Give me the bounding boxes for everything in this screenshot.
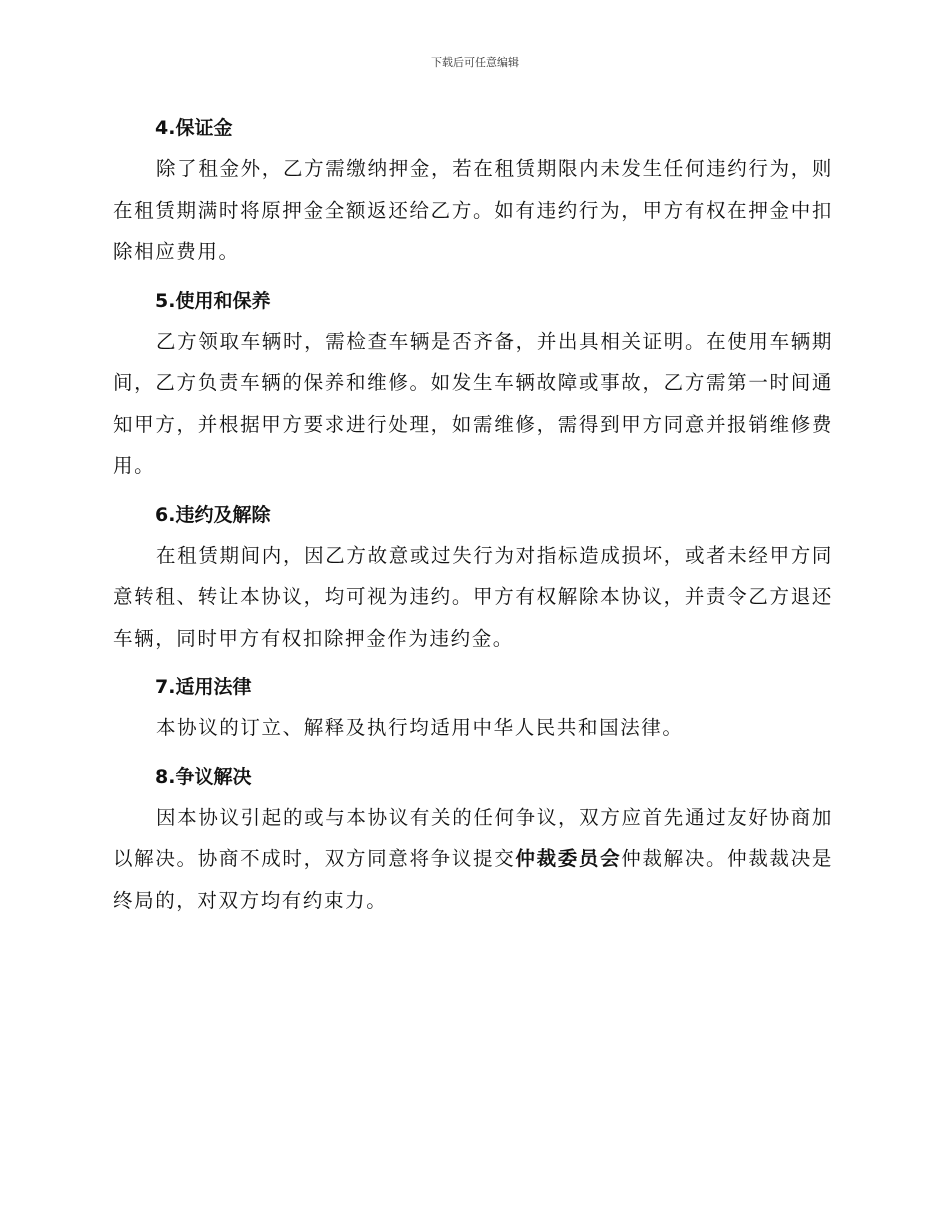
- section-heading: 7.适用法律: [155, 676, 252, 698]
- section-paragraph: [113, 797, 833, 922]
- document-body: [113, 108, 833, 929]
- section-deposit: [113, 108, 833, 273]
- section-paragraph: 在租赁期间内，因乙方故意或过失行为对指标造成损坏，或者未经甲方同意转租、转让本协议，均可视为违约。甲方有权解除本协议，并责令乙方退还车辆，同时甲方有权扣除押金作为违约金。: [113, 543, 833, 650]
- arbitration-committee-text: 仲裁委员会: [515, 847, 622, 870]
- section-paragraph: 本协议的订立、解释及执行均适用中华人民共和国法律。: [156, 716, 684, 739]
- section-heading: 8.争议解决: [155, 765, 252, 788]
- section-applicable-law: [113, 667, 833, 749]
- section-paragraph: 除了租金外，乙方需缴纳押金，若在租赁期限内未发生任何违约行为，则在租赁期满时将原押金全额返还给乙方。如有违约行为，甲方有权在押金中扣除相应费用。: [113, 157, 833, 263]
- section-heading: 4.保证金: [155, 117, 233, 139]
- section-dispute-resolution: [113, 757, 833, 922]
- page-header-note: 下载后可任意编辑: [431, 56, 519, 69]
- section-use-and-maintenance: [113, 281, 833, 487]
- section-paragraph: 乙方领取车辆时，需检查车辆是否齐备，并出具相关证明。在使用车辆期间，乙方负责车辆的保养和维修。如发生车辆故障或事故，乙方需第一时间通知甲方，并根据甲方要求进行处理，如需维修，需得到甲方同意并报销维修费用。: [113, 329, 833, 477]
- section-breach-and-termination: [113, 495, 833, 660]
- paragraph-text: 仲裁解决。仲裁裁决是终局的，对双方均有约束力。: [113, 847, 833, 912]
- paragraph-text: 因本协议引起的或与本协议有关的任何争议，双方应首先通过友好协商加以解决。协商不成时，双方同意将争议提交: [113, 805, 833, 870]
- section-heading: 6.违约及解除: [155, 503, 271, 526]
- section-heading: 5.使用和保养: [155, 289, 271, 312]
